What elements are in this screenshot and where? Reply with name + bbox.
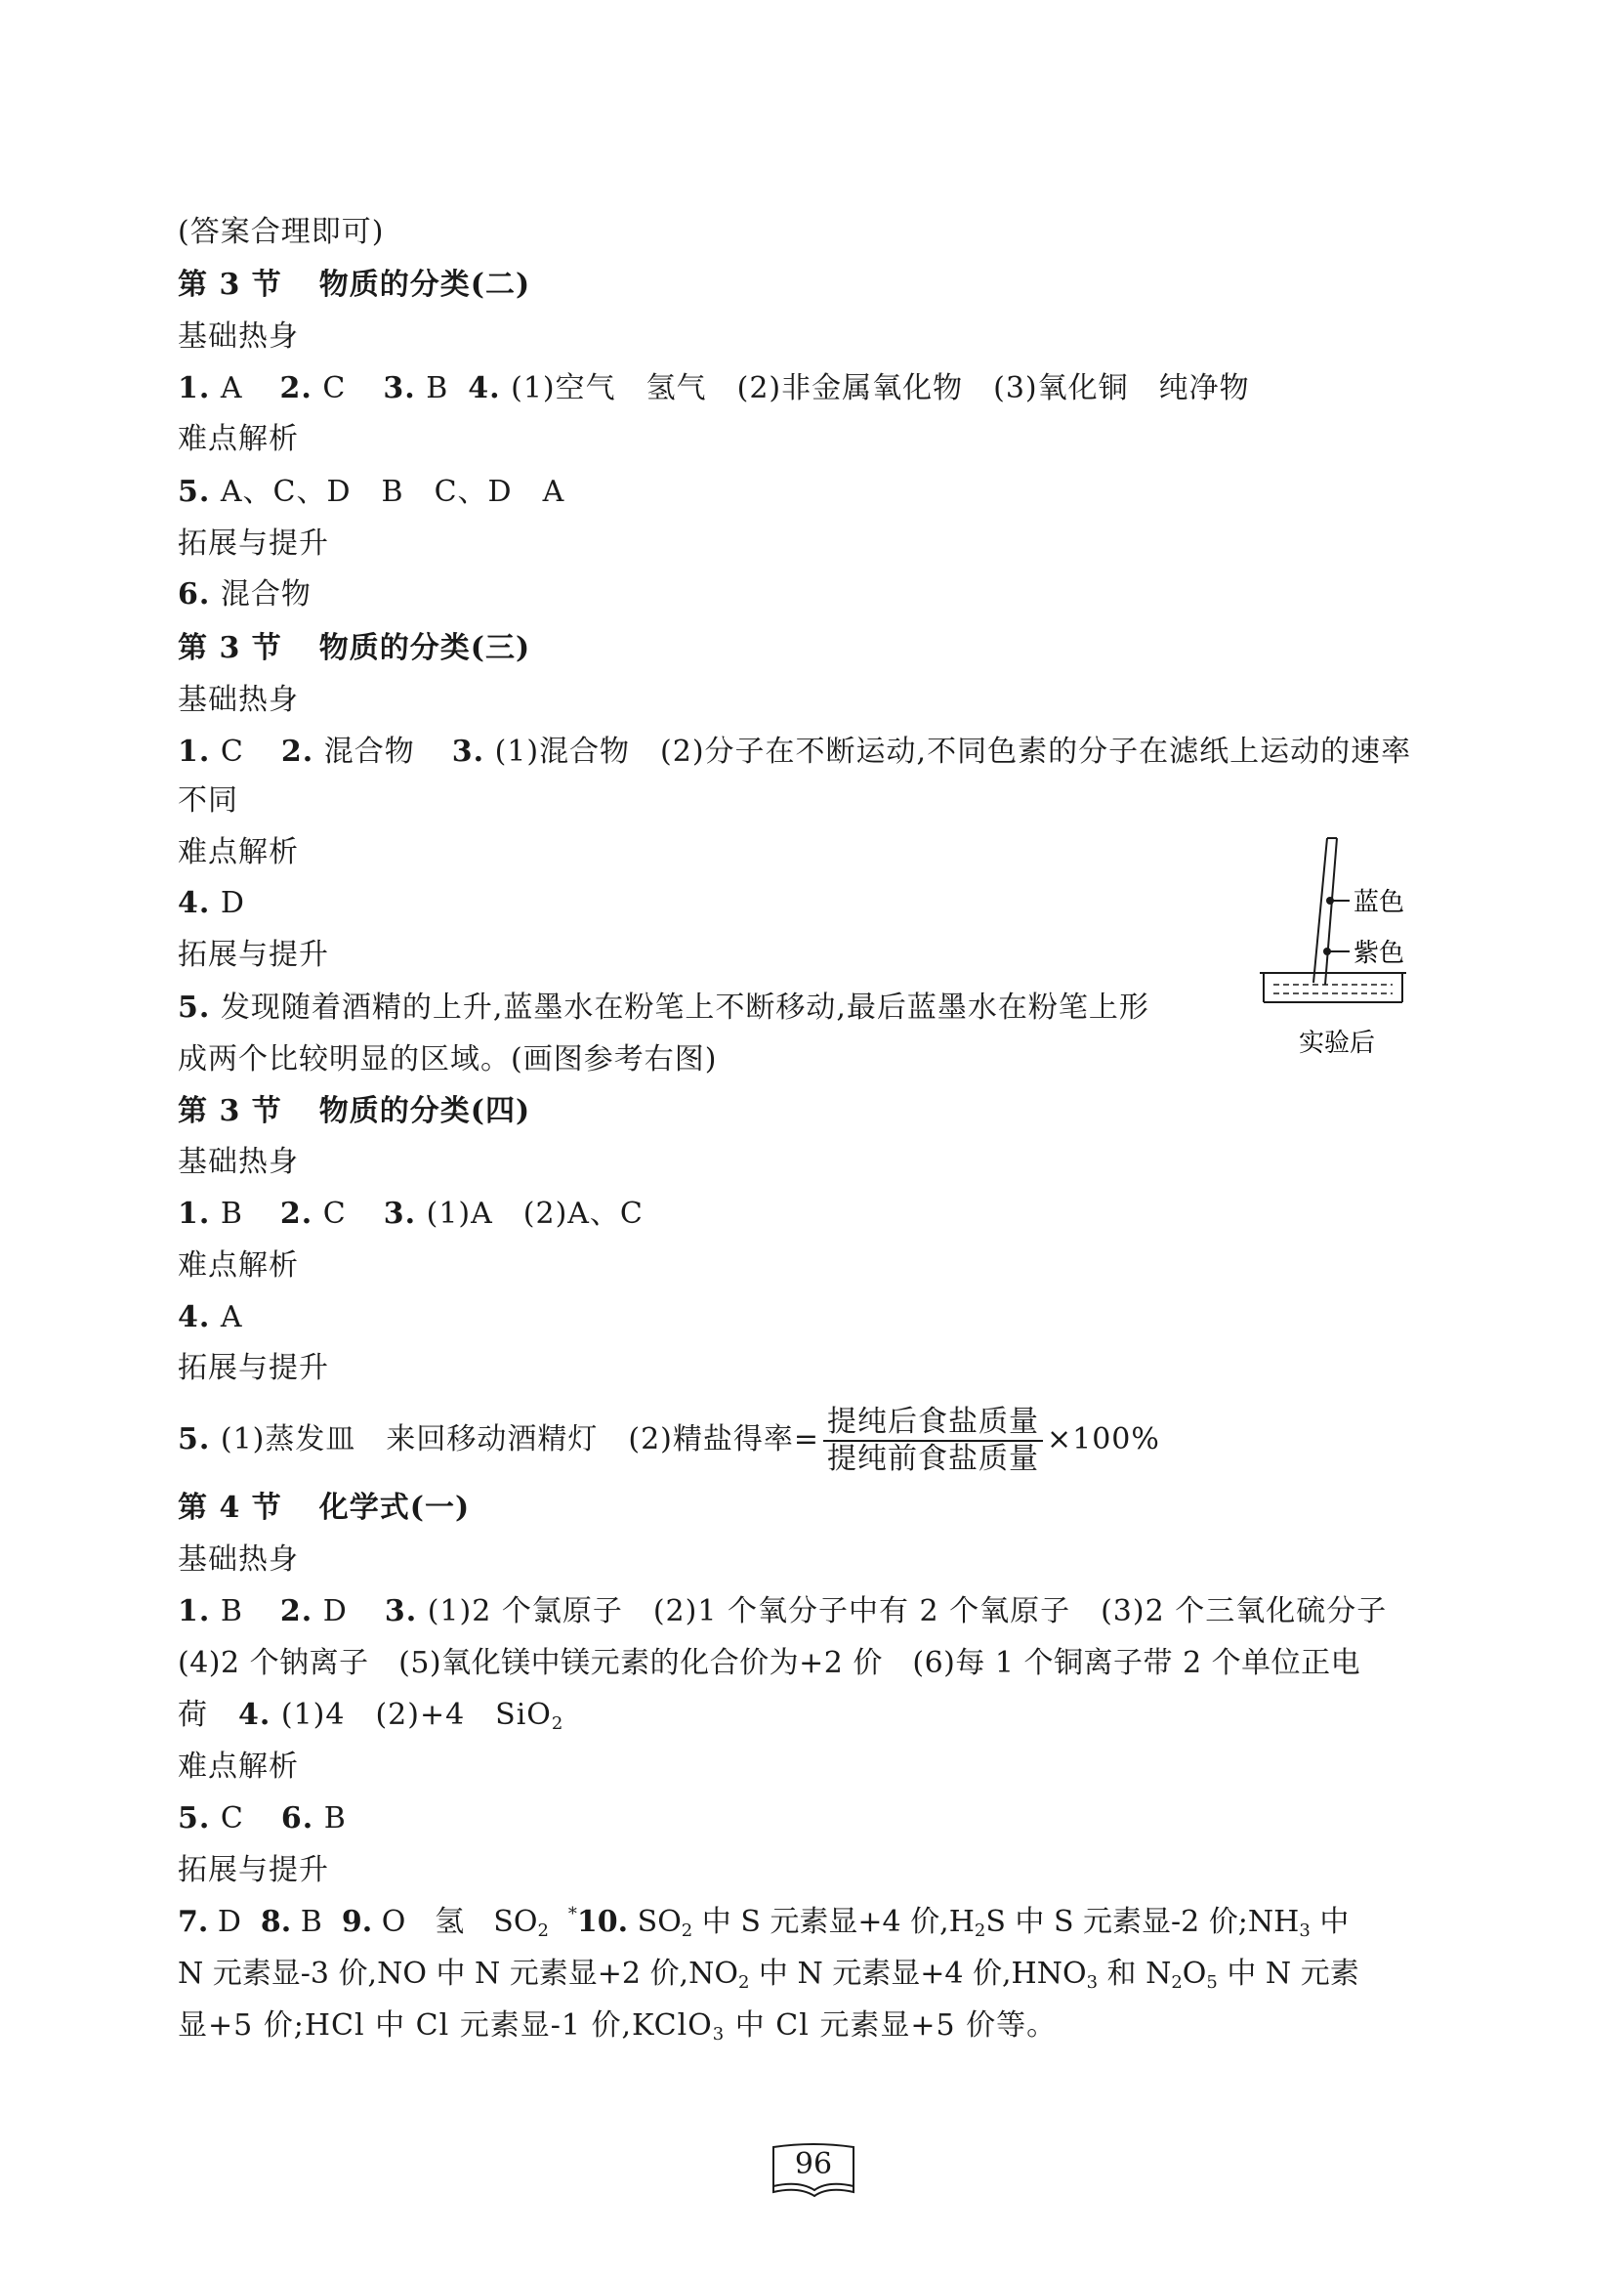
question-number: 3. (451, 735, 485, 769)
answer-text: B (291, 1905, 322, 1939)
question-number: 1. (178, 1197, 211, 1231)
subheading-text: 基础热身 (178, 1145, 299, 1179)
page-number: 96 (794, 2147, 833, 2181)
answer-text: A (210, 1300, 243, 1334)
answer-line (178, 989, 1149, 1028)
subheading (178, 525, 329, 564)
question-number: 5. (178, 991, 211, 1025)
section-number: 第 3 节 (178, 1094, 282, 1128)
question-number: 4. (468, 371, 501, 405)
subheading (178, 1143, 299, 1182)
subheading (178, 681, 299, 720)
subscript: 2 (551, 1713, 564, 1734)
answer-text: (1)A (2)A、C (416, 1197, 644, 1231)
answer-text: C (210, 1801, 244, 1835)
question-number: 4. (238, 1698, 271, 1732)
subscript: 3 (712, 2024, 726, 2045)
answer-text: O (1182, 1957, 1207, 1991)
question-number: 5. (178, 1801, 211, 1835)
answer-text: 显+5 价;HCl 中 Cl 元素显-1 价,KClO (178, 2008, 713, 2043)
subheading-text: 拓展与提升 (178, 1853, 329, 1887)
figure-caption: 实验后 (1299, 1029, 1376, 1058)
note-text: (答案合理即可) (178, 215, 385, 249)
subheading-text: 难点解析 (178, 1248, 299, 1283)
subheading-text: 拓展与提升 (178, 527, 329, 561)
answer-text: C (312, 1197, 347, 1231)
answer-text: 中 N 元素显+4 价,HNO (749, 1957, 1087, 1991)
subscript: 2 (1171, 1972, 1183, 1993)
answer-text: 中 (1310, 1905, 1350, 1939)
answer-text: B (415, 371, 449, 405)
section-number: 第 3 节 (178, 631, 282, 665)
answer-text: 混合物 (313, 735, 415, 769)
answer-text: D (210, 886, 245, 920)
question-number: 1. (178, 1594, 211, 1628)
section-title: 物质的分类(二) (318, 268, 531, 302)
section-title: 化学式(一) (318, 1491, 471, 1525)
answer-text: (1)4 (2)+4 SiO (271, 1698, 552, 1732)
subheading (178, 1246, 299, 1286)
answer-text: (1)混合物 (2)分子在不断运动,不同色素的分子在滤纸上运动的速率 (484, 735, 1412, 769)
subscript: 3 (1299, 1920, 1311, 1941)
answer-continuation (178, 1696, 563, 1735)
question-number: 2. (279, 1197, 313, 1231)
question-number: 3. (383, 371, 416, 405)
section-heading (178, 266, 530, 305)
section-heading (178, 629, 530, 668)
answer-text: 发现随着酒精的上升,蓝墨水在粉笔上不断移动,最后蓝墨水在粉笔上形 (210, 991, 1149, 1025)
answer-text: A (210, 371, 243, 405)
question-number: 8. (260, 1905, 292, 1939)
question-number: 1. (178, 735, 211, 769)
section-number: 第 3 节 (178, 268, 282, 302)
answer-line (178, 1799, 347, 1838)
label-purple: 紫色 (1353, 939, 1405, 968)
question-number: 4. (178, 886, 211, 920)
answer-continuation (178, 781, 238, 821)
subheading-text: 难点解析 (178, 422, 299, 456)
subheading-text: 难点解析 (178, 835, 299, 869)
answer-text: 成两个比较明显的区域。(画图参考右图) (178, 1042, 718, 1076)
answer-text: 中 Cl 元素显+5 价等。 (725, 2008, 1058, 2043)
answer-text: S 中 S 元素显-2 价;NH (985, 1905, 1300, 1939)
answer-text: C (312, 371, 347, 405)
answer-line (178, 1592, 1387, 1631)
question-number: 2. (280, 735, 314, 769)
subheading-text: 拓展与提升 (178, 1351, 329, 1385)
answer-text: (1)空气 氢气 (2)非金属氧化物 (3)氧化铜 纯净物 (500, 371, 1250, 405)
fraction-denominator: 提纯前食盐质量 (827, 1442, 1039, 1476)
subheading (178, 420, 299, 459)
subheading (178, 1540, 299, 1580)
answer-text: 中 S 元素显+4 价,H (692, 1905, 975, 1939)
question-number: 5. (178, 475, 211, 509)
question-number: 6. (178, 577, 211, 612)
chalk-in-dish-diagram (1260, 836, 1436, 1071)
yield-fraction (823, 1405, 1043, 1477)
answer-text: 混合物 (210, 577, 312, 612)
question-number: 3. (383, 1197, 417, 1231)
subheading (178, 833, 299, 872)
section-title: 物质的分类(三) (318, 631, 531, 665)
answer-continuation (178, 1955, 1359, 1994)
question-number: 1. (178, 371, 211, 405)
answer-continuation (178, 1040, 717, 1079)
subheading-text: 难点解析 (178, 1750, 299, 1784)
subheading-text: 基础热身 (178, 683, 299, 717)
answer-text: (4)2 个钠离子 (5)氧化镁中镁元素的化合价为+2 价 (6)每 1 个铜离子带 2 个单位正电 (178, 1646, 1361, 1680)
answer-text: O 氢 SO (372, 1905, 538, 1939)
subheading (178, 1851, 329, 1890)
label-blue: 蓝色 (1353, 888, 1405, 917)
answer-text: (1)蒸发皿 来回移动酒精灯 (2)精盐得率= (210, 1422, 819, 1456)
answer-text: ×100% (1047, 1422, 1160, 1456)
question-number: 10. (576, 1905, 629, 1939)
question-number: 4. (178, 1300, 211, 1334)
answer-line (178, 1298, 243, 1337)
note-line (178, 213, 384, 252)
answer-text: D (208, 1905, 241, 1939)
subscript: 2 (537, 1920, 549, 1941)
subheading (178, 1349, 329, 1388)
answer-text: 不同 (178, 783, 238, 818)
section-heading (178, 1489, 470, 1528)
answer-continuation (178, 1644, 1360, 1683)
question-number: 2. (279, 1594, 313, 1628)
answer-text: B (313, 1801, 347, 1835)
subheading-text: 拓展与提升 (178, 938, 329, 972)
answer-text: SO (628, 1905, 682, 1939)
subscript: 2 (737, 1972, 750, 1993)
page-number-badge (770, 2141, 857, 2200)
section-heading (178, 1092, 530, 1131)
chromatography-figure (1260, 836, 1436, 1071)
answer-text: (1)2 个氯原子 (2)1 个氧分子中有 2 个氧原子 (3)2 个三氧化硫分子 (417, 1594, 1388, 1628)
answer-text: B (210, 1594, 243, 1628)
answer-text: N 元素显-3 价,NO 中 N 元素显+2 价,NO (178, 1957, 738, 1991)
question-number: 3. (384, 1594, 418, 1628)
answer-line-formula (178, 1401, 1160, 1479)
subheading (178, 936, 329, 975)
answer-text: 和 N (1098, 1957, 1172, 1991)
subscript: 2 (681, 1920, 693, 1941)
answer-text: A、C、D B C、D A (210, 475, 565, 509)
answer-line (178, 733, 1411, 772)
answer-text: 荷 (178, 1698, 238, 1732)
question-number: 7. (178, 1905, 209, 1939)
question-number: 6. (280, 1801, 314, 1835)
subscript: 5 (1206, 1972, 1218, 1993)
answer-line (178, 369, 1250, 408)
subscript: 3 (1086, 1972, 1099, 1993)
subscript: 2 (974, 1920, 986, 1941)
question-number: 9. (341, 1905, 373, 1939)
answer-line (178, 473, 564, 512)
answer-line (178, 1903, 1349, 1942)
answer-line (178, 884, 245, 923)
question-number: 2. (279, 371, 312, 405)
section-title: 物质的分类(四) (318, 1094, 531, 1128)
answer-text: D (312, 1594, 348, 1628)
subheading (178, 1748, 299, 1787)
fraction-numerator: 提纯后食盐质量 (823, 1405, 1043, 1442)
answer-text: 中 N 元素 (1217, 1957, 1359, 1991)
question-number: 5. (178, 1422, 211, 1456)
answer-line (178, 575, 312, 614)
answer-line (178, 1195, 644, 1234)
subheading-text: 基础热身 (178, 319, 299, 354)
challenge-star: * (567, 1904, 577, 1924)
section-number: 第 4 节 (178, 1491, 282, 1525)
answer-text: C (210, 735, 244, 769)
subheading (178, 317, 299, 357)
subheading-text: 基础热身 (178, 1542, 299, 1577)
answer-text: B (210, 1197, 243, 1231)
answer-continuation (178, 2006, 1057, 2046)
